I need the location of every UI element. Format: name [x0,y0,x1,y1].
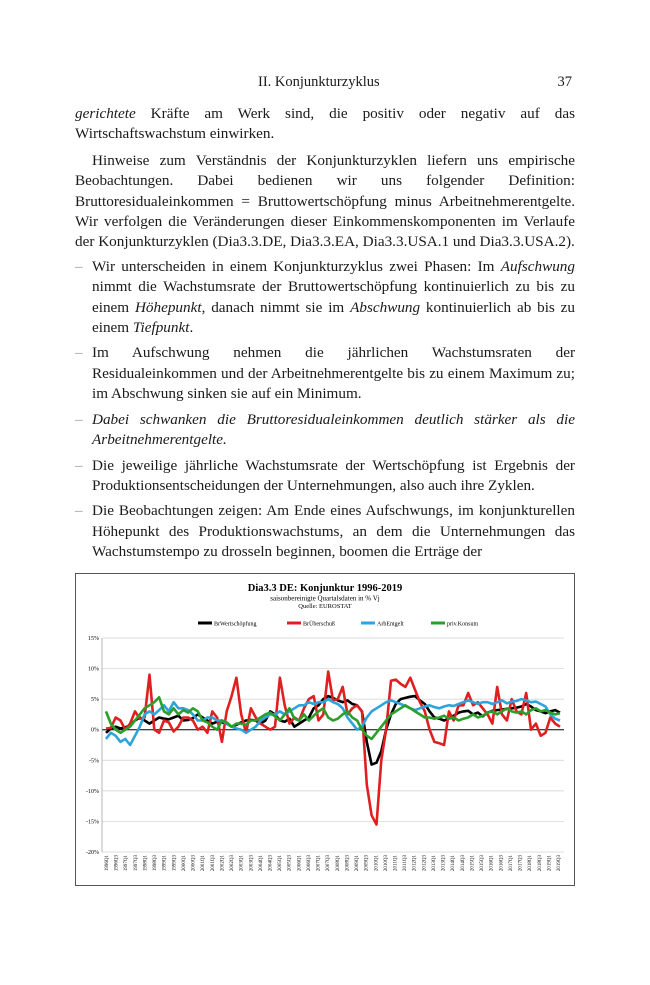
term-hoehepunkt: Höhepunkt [134,298,202,316]
y-tick-label: -10% [86,788,99,795]
x-tick-label: 2005Q1 [278,855,284,872]
x-tick-label: 2005Q3 [287,855,293,872]
list-item-text: kontinuierlich ab bis zu einem [92,298,576,337]
chart-grid [86,636,564,856]
list-item-text: Die Beobachtungen zeigen: Am Ende eines Aufschwungs, im konjunkturellen Höhepunkt des Produktionswachstums, an dem die Unternehmungen das Wachstumstempo zu drosseln beginnen, boomen die Erträge der [92,502,575,561]
list-dash: – [75,502,83,520]
x-tick-label: 1998Q3 [153,855,159,872]
x-tick-label: 2009Q1 [355,855,360,872]
x-tick-label: 2016Q3 [499,855,505,872]
list-item [75,343,575,404]
paragraph-hinweise: Hinweise zum Verständnis der Konjunkturzyklen liefern uns empirische Beobachtungen. Dabei bedienen wir uns folgender Definition: Bruttoresidualeinkommen = Bruttowertschöpfung minus Arbeitnehmerentgelte. Wir verfolgen die Veränderungen dieser Einkommenskomponenten im Verlaufe der Konjunkturzyklen (Dia3.3.DE, Dia3.3.EA, Dia3.3.USA.1 und Dia3.3.USA.2). [75,151,575,251]
x-tick-label: 2019Q1 [547,855,553,872]
x-tick-label: 2018Q1 [528,855,534,872]
x-tick-label: 2019Q3 [557,855,562,872]
term-abschwung: Abschwung [350,298,421,316]
x-tick-label: 2000Q1 [181,855,187,872]
x-tick-label: 2007Q1 [316,855,322,872]
list-dash: – [75,410,83,428]
x-tick-label: 1999Q1 [162,855,168,872]
chart-figure [75,573,575,886]
x-tick-label: 2010Q1 [374,855,380,872]
term-aufschwung: Aufschwung [500,257,575,275]
chart-x-ticks [105,855,562,872]
legend-label: ArbEntgelt [377,621,404,628]
y-tick-label: 10% [88,666,99,673]
list-dash: – [75,456,83,474]
legend-label: priv.Konsum [447,621,479,628]
list-item-text: . [189,319,194,337]
list-item [75,410,575,451]
x-tick-label: 2008Q3 [345,855,351,872]
x-tick-label: 2002Q3 [230,855,235,872]
x-tick-label: 1997Q1 [124,855,130,872]
x-tick-label: 2014Q3 [460,855,466,872]
chart-source: Quelle: EUROSTAT [298,603,352,610]
x-tick-label: 2011Q3 [403,855,409,871]
list-item [75,257,575,339]
x-tick-label: 2017Q3 [518,855,524,872]
observation-list [75,257,575,563]
list-item [75,456,575,497]
y-tick-label: 0% [91,727,99,734]
paragraph-continuation [75,104,575,145]
paragraph-continuation-text: Kräfte am Werk sind, die positiv oder negativ auf das Wirtschaftswachstum einwirken. [75,105,575,143]
x-tick-label: 2015Q1 [470,855,476,872]
x-tick-label: 2009Q3 [364,855,370,872]
legend-label: BrWertschöpfung [214,621,257,628]
x-tick-label: 2013Q3 [441,855,447,872]
x-tick-label: 2012Q1 [412,855,418,872]
x-tick-label: 2014Q1 [451,855,457,872]
list-item [75,501,575,562]
page-header [0,74,650,94]
list-item-text: Im Aufschwung nehmen die jährlichen Wachstumsraten der Residualeinkommen und der Arbeitnehmerentgelte bis zu einem Maximum zu; im Abschwung sinken sie auf ein Minimum. [92,344,575,403]
chart-subtitle: saisonbereinigte Quartalsdaten in % Vj [270,594,380,603]
x-tick-label: 2012Q3 [422,855,428,872]
y-tick-label: -15% [86,819,99,826]
x-tick-label: 2013Q1 [432,855,437,872]
x-tick-label: 2015Q3 [480,855,486,872]
x-tick-label: 2000Q3 [191,855,197,872]
x-tick-label: 1996Q3 [114,855,120,872]
x-tick-label: 2006Q1 [297,855,303,872]
x-tick-label: 2003Q1 [239,855,245,872]
list-item-text: , danach nimmt sie im [201,298,351,316]
x-tick-label: 2004Q1 [258,855,264,872]
y-tick-label: -20% [86,850,99,856]
x-tick-label: 2016Q1 [489,855,495,872]
list-item-text: Wir unterscheiden in einem Konjunkturzyklus zwei Phasen: Im [92,257,501,275]
x-tick-label: 2008Q1 [335,855,341,872]
x-tick-label: 2002Q1 [220,855,226,872]
x-tick-label: 1999Q3 [172,855,178,872]
body-text [75,104,575,568]
x-tick-label: 2004Q3 [268,855,274,872]
series-line [106,672,560,825]
x-tick-label: 2001Q1 [201,855,207,872]
x-tick-label: 1997Q3 [133,855,139,872]
chart-series [106,672,560,825]
list-item-text: nimmt die Wachstumsrate der Bruttowertschöpfung kontinuierlich zu bis zu einem [92,278,575,316]
x-tick-label: 2003Q3 [249,855,255,872]
page-number: 37 [557,74,572,90]
chart-title: Dia3.3 DE: Konjunktur 1996-2019 [247,583,403,594]
legend-label: BrÜberschuß [303,621,335,628]
x-tick-label: 2010Q3 [383,855,389,872]
y-tick-label: 15% [88,636,99,642]
x-tick-label: 2017Q1 [508,855,514,872]
x-tick-label: 2006Q3 [307,855,312,872]
list-item-text: Die jeweilige jährliche Wachstumsrate der Wertschöpfung ist Ergebnis der Produktionsentscheidungen der Unternehmungen, also auch ihre Zyklen. [92,456,575,494]
term-tiefpunkt: Tiefpunkt [132,319,190,337]
x-tick-label: 2001Q3 [210,855,216,872]
running-head: II. Konjunkturzyklus [258,74,380,90]
italic-phrase: gerichtete [75,105,136,122]
list-dash: – [75,257,83,275]
y-tick-label: 5% [91,697,99,704]
x-tick-label: 2018Q3 [537,855,543,872]
line-chart [76,574,574,885]
chart-legend [198,621,478,628]
x-tick-label: 2007Q3 [326,855,332,872]
list-dash: – [75,344,83,362]
x-tick-label: 1998Q1 [143,855,149,872]
y-tick-label: -5% [89,758,99,765]
list-item-text-italic: Dabei schwanken die Bruttoresidualeinkommen deutlich stärker als die Arbeitnehmerentgelte. [92,410,575,449]
x-tick-label: 2011Q1 [393,855,399,871]
x-tick-label: 1996Q1 [105,855,110,872]
